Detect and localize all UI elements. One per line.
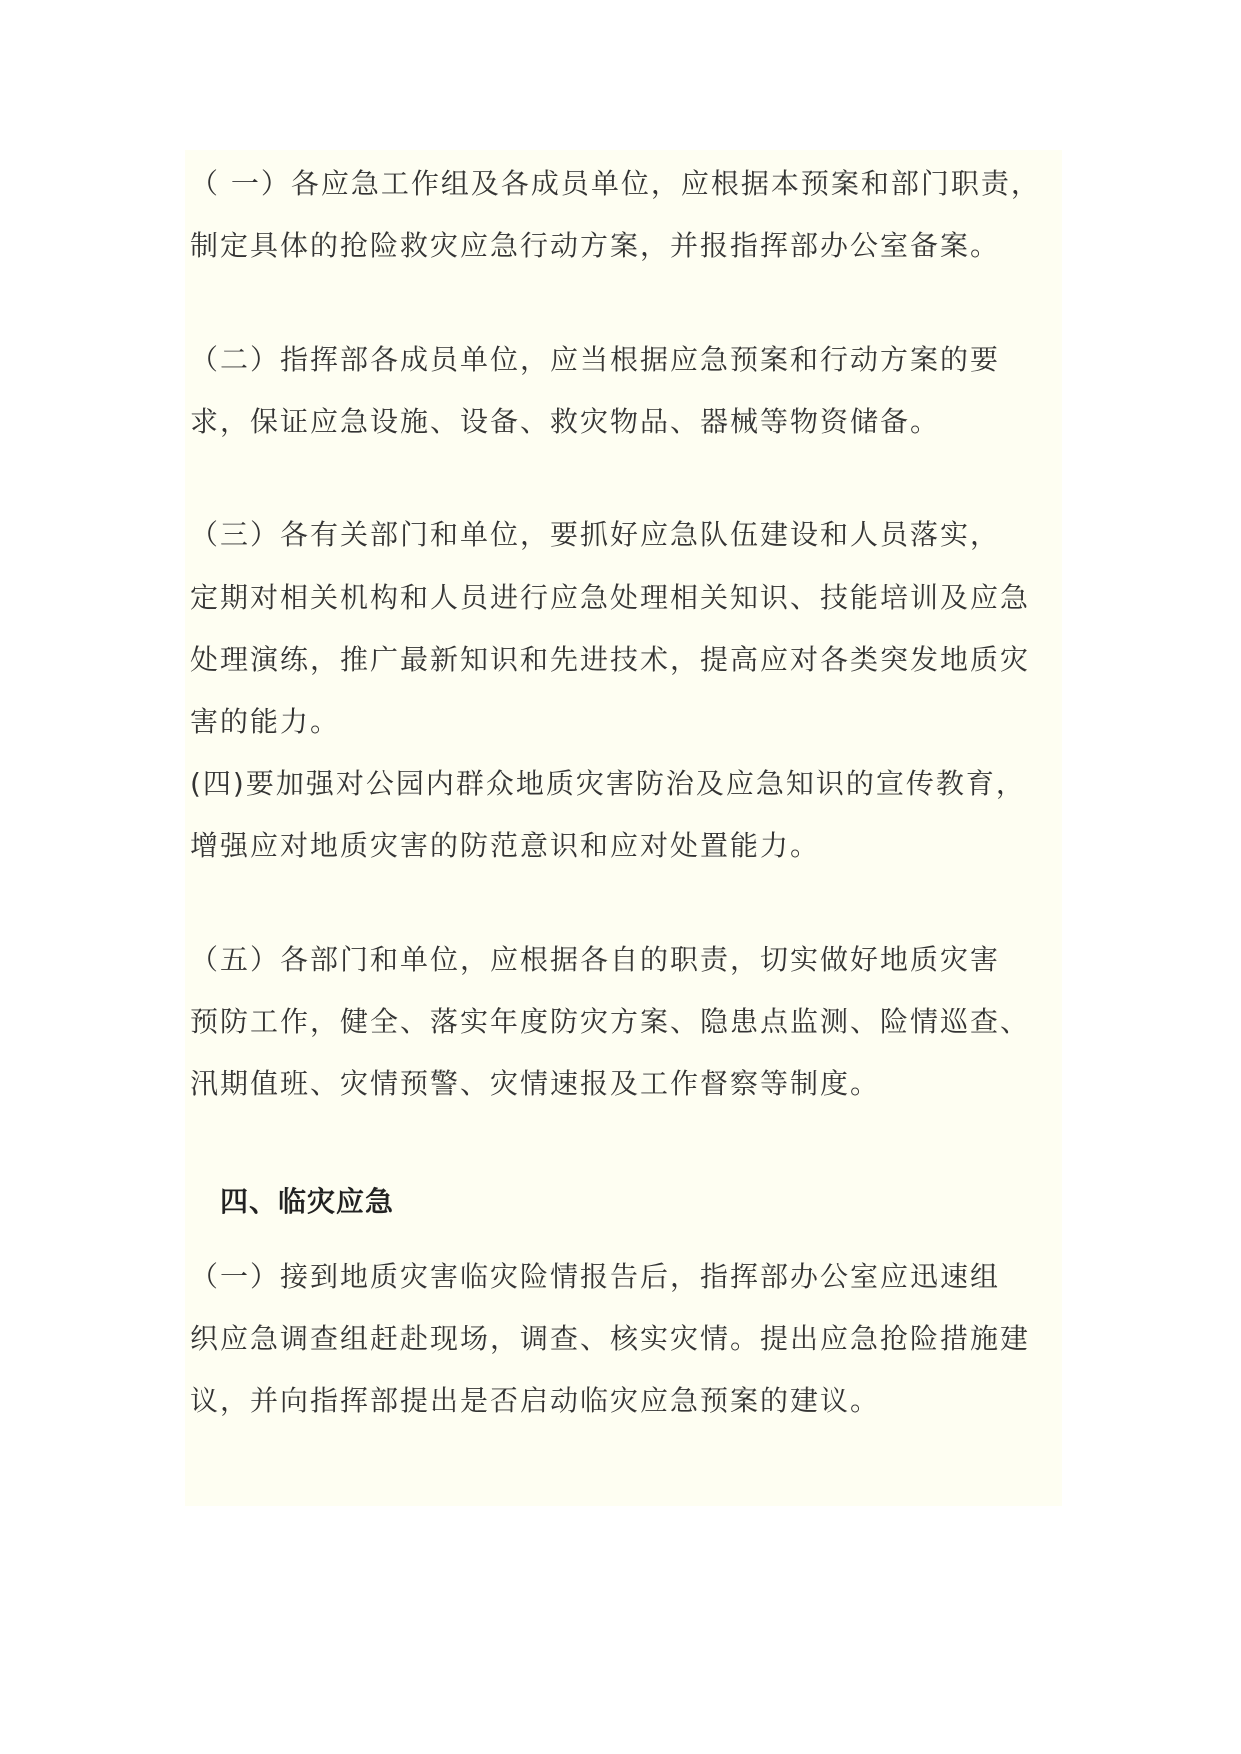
- paragraph-1-line-1: （ 一）各应急工作组及各成员单位，应根据本预案和部门职责，: [190, 167, 1041, 200]
- paragraph-2-line-1: （二）指挥部各成员单位，应当根据应急预案和行动方案的要: [190, 343, 1001, 376]
- paragraph-5-line-2: 预防工作，健全、落实年度防灾方案、隐患点监测、险情巡查、: [190, 1005, 1031, 1038]
- paragraph-3-line-3: 处理演练，推广最新知识和先进技术，提高应对各类突发地质灾: [190, 643, 1031, 676]
- paragraph-5-line-1: （五）各部门和单位，应根据各自的职责，切实做好地质灾害: [190, 943, 1001, 976]
- section-paragraph-1-line-3: 议，并向指挥部提出是否启动临灾应急预案的建议。: [190, 1384, 881, 1417]
- paragraph-3-line-1: （三）各有关部门和单位，要抓好应急队伍建设和人员落实，: [190, 518, 1001, 551]
- section-heading: 四、临灾应急: [220, 1185, 395, 1218]
- section-paragraph-1-line-2: 织应急调查组赶赴现场，调查、核实灾情。提出应急抢险措施建: [190, 1322, 1031, 1355]
- paragraph-4-line-2: 增强应对地质灾害的防范意识和应对处置能力。: [190, 829, 821, 862]
- paragraph-1-line-2: 制定具体的抢险救灾应急行动方案，并报指挥部办公室备案。: [190, 229, 1001, 262]
- section-paragraph-1-line-1: （一）接到地质灾害临灾险情报告后，指挥部办公室应迅速组: [190, 1260, 1001, 1293]
- paragraph-5-line-3: 汛期值班、灾情预警、灾情速报及工作督察等制度。: [190, 1067, 881, 1100]
- paragraph-3-line-2: 定期对相关机构和人员进行应急处理相关知识、技能培训及应急: [190, 581, 1031, 614]
- paragraph-4-line-1: (四)要加强对公园内群众地质灾害防治及应急知识的宣传教育，: [190, 767, 1026, 800]
- paragraph-3-line-4: 害的能力。: [190, 705, 341, 738]
- paragraph-2-line-2: 求，保证应急设施、设备、救灾物品、器械等物资储备。: [190, 405, 941, 438]
